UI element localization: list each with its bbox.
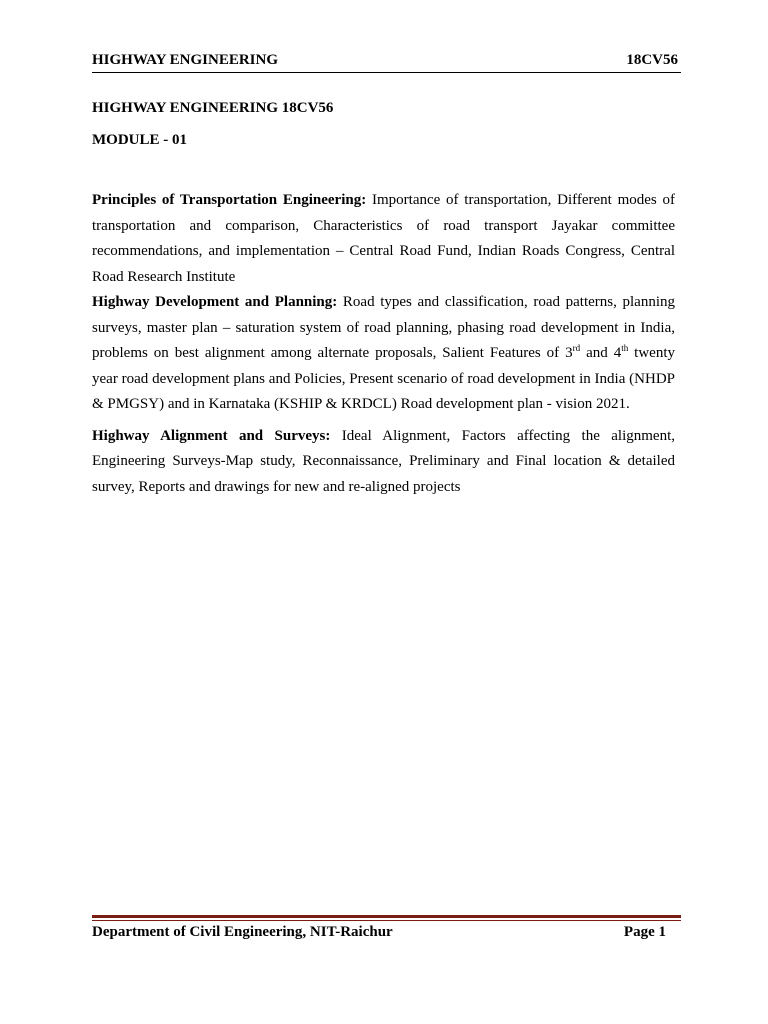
section-body: and 4: [580, 345, 622, 361]
footer-department: Department of Civil Engineering, NIT-Raichur: [92, 924, 393, 940]
document-title: HIGHWAY ENGINEERING 18CV56: [92, 100, 334, 116]
section-development-planning: [92, 290, 675, 418]
section-body: Road types and classification, road patterns, planning surveys, master plan – saturation system of road planning, phasing road development in India, problems on best alignment among alternate proposals, Salient Features of 3: [92, 294, 675, 361]
running-footer: [92, 924, 666, 944]
ordinal-suffix: rd: [572, 343, 581, 353]
running-header: [92, 52, 678, 72]
footer-divider-thin: [92, 920, 681, 921]
module-heading: MODULE - 01: [92, 132, 187, 148]
section-alignment-surveys: [92, 424, 675, 501]
section-heading: Principles of Transportation Engineering:: [92, 192, 367, 208]
section-heading: Highway Alignment and Surveys:: [92, 427, 331, 444]
section-body: twenty year road development plans and Policies, Present scenario of road development in India (NHDP & PMGSY) and in Karnataka (KSHIP & KRDCL) Road development plan - vision 2021.: [92, 345, 675, 412]
ordinal-suffix: th: [621, 343, 629, 353]
header-course-code: 18CV56: [626, 52, 678, 68]
section-principles: [92, 188, 675, 290]
section-body: Importance of transportation, Different modes of transportation and comparison, Characteristics of road transport Jayakar committee recommendations, and implementation – Central Road Fund, Indian Roads Congress, Central Road Research Institute: [92, 192, 675, 285]
section-body: Ideal Alignment, Factors affecting the alignment, Engineering Surveys-Map study, Reconnaissance, Preliminary and Final location & detailed survey, Reports and drawings for new and re-aligned projects: [92, 427, 676, 495]
header-course-title: HIGHWAY ENGINEERING: [92, 52, 279, 68]
footer-divider-thick: [92, 915, 681, 918]
section-heading: Highway Development and Planning:: [92, 294, 338, 310]
header-divider: [92, 72, 681, 73]
footer-page-number: Page 1: [623, 924, 666, 940]
syllabus-content: [92, 188, 675, 500]
